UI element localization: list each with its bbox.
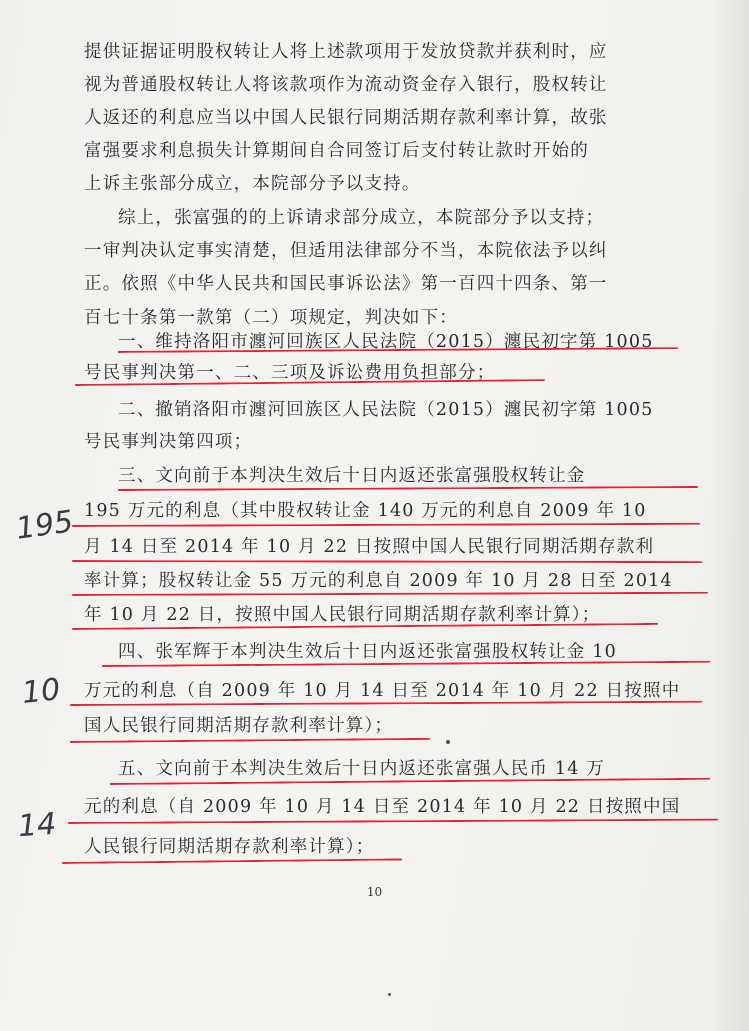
text-line: 百七十条第一款第（二）项规定，判决如下： bbox=[84, 308, 458, 328]
text-line: 一、维持洛阳市瀍河回族区人民法院（2015）瀍民初字第 1005 bbox=[118, 332, 654, 352]
text-line: 四、张军辉于本判决生效后十日内返还张富强股权转让金 10 bbox=[118, 642, 617, 662]
text-line: 三、文向前于本判决生效后十日内返还张富强股权转让金 bbox=[118, 466, 586, 486]
text-line: 195 万元的利息（其中股权转让金 140 万元的利息自 2009 年 10 bbox=[84, 501, 647, 521]
text-line: 五、文向前于本判决生效后十日内返还张富强人民币 14 万 bbox=[118, 759, 605, 779]
text-line: 万元的利息（自 2009 年 10 月 14 日至 2014 年 10 月 22 日按照中 bbox=[84, 681, 681, 701]
text-line: 人返还的利息应当以中国人民银行同期活期存款利率计算，故张 bbox=[84, 108, 608, 128]
text-line: 人民银行同期活期存款利率计算）； bbox=[84, 837, 375, 857]
page-number: 10 bbox=[366, 885, 383, 899]
text-line: 正。依照《中华人民共和国民事诉讼法》第一百四十四条、第一 bbox=[84, 274, 608, 294]
red-underline bbox=[72, 523, 700, 527]
margin-note-195: 195 bbox=[13, 504, 76, 547]
ink-speck bbox=[388, 993, 391, 996]
text-line: 号民事判决第四项； bbox=[84, 432, 253, 452]
text-line: 视为普通股权转让人将该款项作为流动资金存入银行，股权转让 bbox=[84, 75, 608, 95]
text-line: 号民事判决第一、二、三项及诉讼费用负担部分； bbox=[84, 363, 496, 383]
text-line: 富强要求利息损失计算期间自合同签订后支付转让款时开始的 bbox=[84, 141, 589, 161]
text-line: 综上，张富强的的上诉请求部分成立，本院部分予以支持； bbox=[118, 208, 605, 228]
text-line: 提供证据证明股权转让人将上述款项用于发放贷款并获利时，应 bbox=[84, 42, 608, 62]
ink-speck bbox=[446, 740, 450, 744]
red-underline bbox=[62, 858, 402, 864]
red-underline bbox=[68, 819, 718, 824]
text-line: 二、撤销洛阳市瀍河回族区人民法院（2015）瀍民初字第 1005 bbox=[118, 400, 654, 420]
text-line: 国人民银行同期活期存款利率计算）； bbox=[84, 716, 394, 736]
text-line: 年 10 月 22 日，按照中国人民银行同期活期存款利率计算）； bbox=[84, 605, 601, 625]
text-line: 月 14 日至 2014 年 10 月 22 日按照中国人民银行同期活期存款利 bbox=[84, 537, 655, 557]
red-underline bbox=[72, 560, 702, 563]
text-line: 率计算；股权转让金 55 万元的利息自 2009 年 10 月 28 日至 2014 bbox=[84, 571, 673, 591]
text-line: 上诉主张部分成立，本院部分予以支持。 bbox=[84, 174, 421, 194]
text-line: 一审判决认定事实清楚，但适用法律部分不当，本院依法予以纠 bbox=[84, 241, 608, 261]
red-underline bbox=[70, 738, 430, 743]
margin-note-10: 10 bbox=[20, 672, 62, 711]
margin-note-14: 14 bbox=[16, 806, 58, 845]
text-line: 元的利息（自 2009 年 10 月 14 日至 2014 年 10 月 22 日按照中国 bbox=[84, 797, 681, 817]
